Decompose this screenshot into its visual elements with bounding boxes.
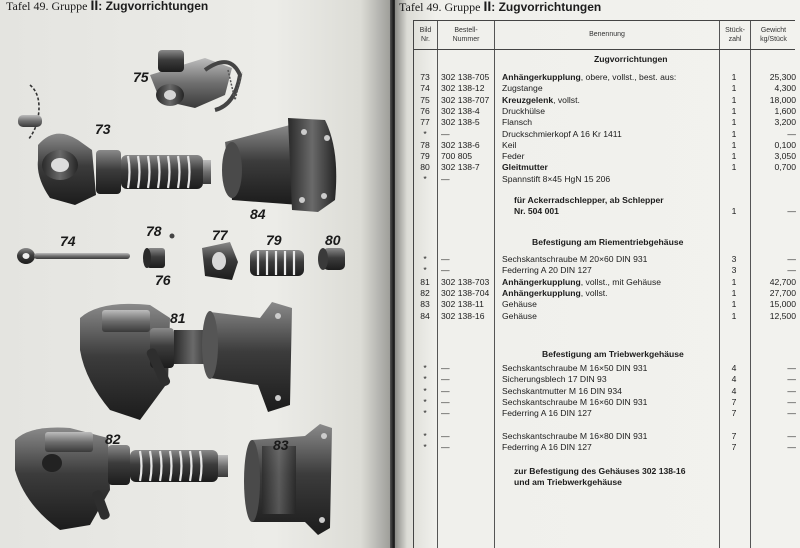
figure-label-79: 79 [266,232,282,248]
right-page [395,0,800,548]
table-row: * — Sechskantmutter M 16 DIN 934 4 — [423,385,796,396]
figure-label-74: 74 [60,233,76,249]
col-header-bild: Bild Nr. [419,27,432,43]
left-page [0,0,392,548]
table-row: 81 302 138-703 Anhängerkupplung, vollst., mit Gehäuse 1 42,700 [420,276,796,287]
table-row: 84 302 138-16 Gehäuse 1 12,500 [420,310,796,321]
table-row: * — Federring A 16 DIN 127 7 — [423,442,796,453]
col-header-stueck: Stück- zahl [725,27,745,43]
note-row: zur Befestigung des Gehäuses 302 138-16 [514,466,686,476]
header-gruppe: II [90,0,99,13]
note-row: Nr. 504 001 1 — [514,206,796,216]
part-74-tie-rod [17,248,130,264]
col-header-bestell: Bestell- Nummer [452,27,480,43]
parts-table [413,20,795,548]
table-row: * — Druckschmierkopf A 16 Kr 1411 1 — [423,128,796,139]
table-row: * — Sechskantschraube M 20×60 DIN 931 3 — [423,254,796,264]
figure-label-76: 76 [155,272,171,288]
table-row: * — Sicherungsblech 17 DIN 93 4 — [423,374,796,385]
part-76-sleeve [143,248,165,268]
table-row: 80 302 138-7 Gleitmutter 1 0,700 [420,162,796,173]
table-row: 75 302 138-707 Kreuzgelenk, vollst. 1 18,000 [420,94,796,105]
section-title: Zugvorrichtungen [594,54,668,64]
col-header-gewicht: Gewicht kg/Stück [760,27,787,43]
figure-label-81: 81 [170,310,186,326]
part-81-coupling-with-housing [80,302,292,420]
header-tafel: Tafel 49. Gruppe [6,0,88,13]
table-row: 73 302 138-705 Anhängerkupplung, obere, vollst., best. aus: 1 25,300 [420,72,796,82]
part-78-key [170,234,175,239]
col-header-benennung: Benennung [589,31,625,38]
section-title: Befestigung am Triebwerkgehäuse [542,349,684,359]
figure-label-80: 80 [325,232,341,248]
table-row: * — Federring A 16 DIN 127 7 — [423,408,796,419]
figure-label-83: 83 [273,437,289,453]
figure-label-82: 82 [105,431,121,447]
table-row: 77 302 138-5 Flansch 1 3,200 [420,117,796,128]
table-row: * — Sechskantschraube M 16×80 DIN 931 7 — [423,431,796,441]
table-row: 74 302 138-12 Zugstange 1 4,300 [420,83,796,94]
table-row: * — Sechskantschraube M 16×60 DIN 931 7 — [423,396,796,407]
right-page-header: Tafel 49. Gruppe II: Zugvorrichtungen [399,0,602,14]
table-row: 83 302 138-11 Gehäuse 1 15,000 [420,299,796,310]
figure-label-75: 75 [133,69,149,85]
part-82-coupling-complete [15,428,228,531]
table-row: * — Federring A 20 DIN 127 3 — [423,265,796,276]
figure-label-73: 73 [95,121,111,137]
left-page-header: Tafel 49. Gruppe II: Zugvorrichtungen [6,0,208,14]
table-row: 82 302 138-704 Anhängerkupplung, vollst. 1 27,700 [420,287,796,298]
figure-label-84: 84 [250,206,266,222]
note-row: und am Triebwerkgehäuse [514,477,622,487]
part-80-nut [318,248,345,270]
table-row: * — Spannstift 8×45 HgN 15 206 [423,173,611,184]
part-84-housing [222,118,336,212]
part-79-spring [250,250,304,276]
header-title: Zugvorrichtungen [105,0,209,13]
part-77-flange [202,242,238,280]
part-75-universal-joint [150,50,242,110]
header-gruppe: II [483,0,492,14]
table-row: * — Sechskantschraube M 16×50 DIN 931 4 — [423,363,796,373]
figure-label-78: 78 [146,223,162,239]
table-row: 79 700 805 Feder 1 3,050 [420,151,796,162]
note-row: für Ackerradschlepper, ab Schlepper [514,195,664,205]
table-row: 76 302 138-4 Druckhülse 1 1,600 [420,105,796,116]
header-tafel: Tafel 49. Gruppe [399,0,481,14]
header-title: Zugvorrichtungen [498,0,602,14]
figure-label-77: 77 [212,227,228,243]
section-title: Befestigung am Riementriebgehäuse [532,237,684,247]
parts-illustration [0,0,392,548]
table-row: 78 302 138-6 Keil 1 0,100 [420,139,796,150]
